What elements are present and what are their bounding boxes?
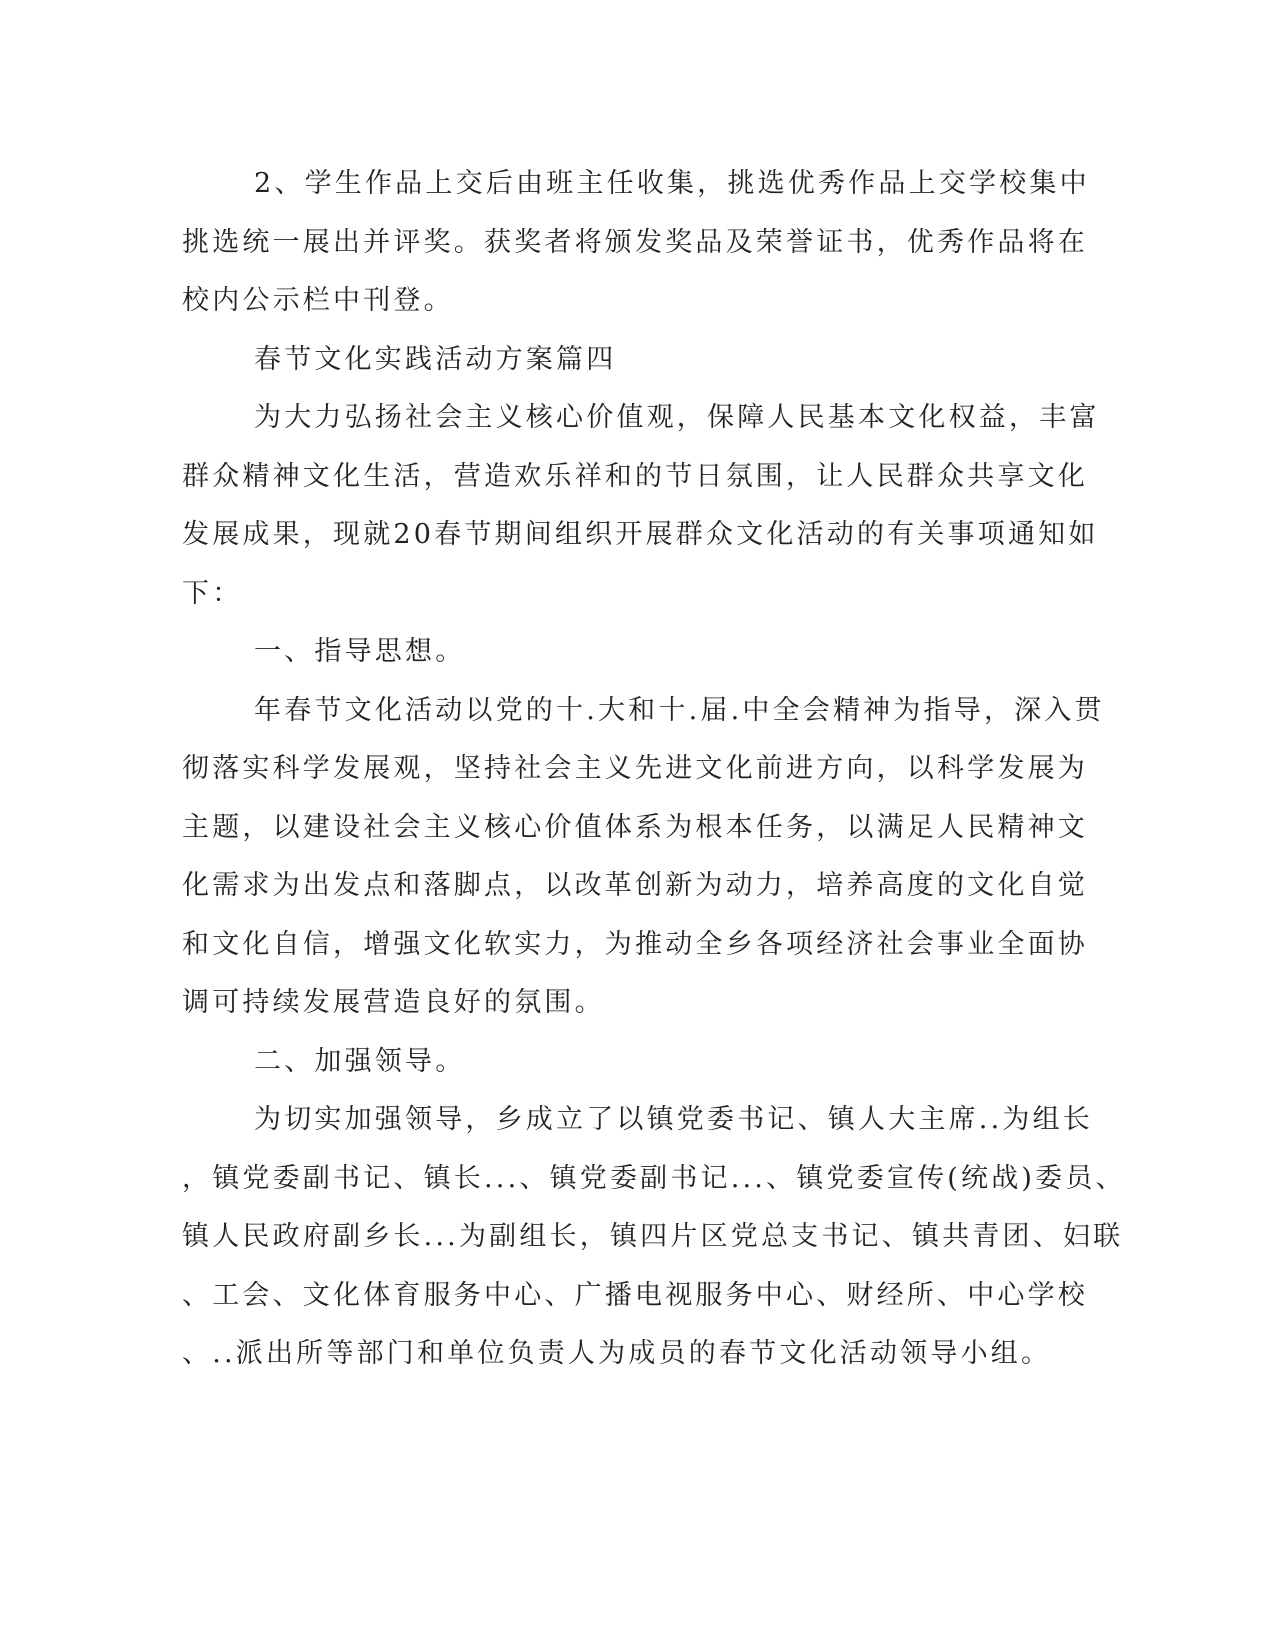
paragraph-guiding-ideology <box>182 682 1105 1033</box>
text-line: 年春节文化活动以党的十.大和十.届.中全会精神为指导，深入贯 <box>254 694 1105 726</box>
text-line: 主题，以建设社会主义核心价值体系为根本任务，以满足人民精神文 <box>182 811 1088 843</box>
text-line: 为切实加强领导，乡成立了以镇党委书记、镇人大主席..为组长 <box>254 1104 1093 1135</box>
text-line: 校内公示栏中刊登。 <box>182 285 454 316</box>
subheading-leadership <box>182 1033 1037 1092</box>
section-heading <box>182 331 1037 390</box>
text-line: 群众精神文化生活，营造欢乐祥和的节日氛围，让人民群众共享文化 <box>182 460 1088 492</box>
subheading-guiding-ideology <box>182 623 1037 682</box>
paragraph-intro <box>182 389 1100 623</box>
text-line: 彻落实科学发展观，坚持社会主义先进文化前进方向，以科学发展为 <box>182 753 1088 784</box>
text-line: ，镇党委副书记、镇长...、镇党委副书记...、镇党委宣传(统战)委员、 <box>182 1162 1126 1194</box>
text-line: 发展成果，现就20春节期间组织开展群众文化活动的有关事项通知如 <box>182 519 1099 550</box>
text-line: 化需求为出发点和落脚点，以改革创新为动力，培养高度的文化自觉 <box>182 870 1088 901</box>
text-line: 2、学生作品上交后由班主任收集，挑选优秀作品上交学校集中 <box>254 168 1090 199</box>
text-line: 为大力弘扬社会主义核心价值观，保障人民基本文化权益，丰富 <box>254 402 1100 433</box>
text-line: 调可持续发展营造良好的氛围。 <box>182 987 605 1018</box>
text-line: 下： <box>182 577 243 609</box>
paragraph-leadership <box>182 1091 1126 1384</box>
text-line: 镇人民政府副乡长...为副组长，镇四片区党总支书记、镇共青团、妇联 <box>182 1221 1124 1252</box>
text-line: 和文化自信，增强文化软实力，为推动全乡各项经济社会事业全面协 <box>182 928 1088 960</box>
text-line: 、工会、文化体育服务中心、广播电视服务中心、财经所、中心学校 <box>182 1279 1088 1311</box>
paragraph-student-works <box>182 155 1090 331</box>
text-line: 二、加强领导。 <box>254 1045 466 1077</box>
text-line: 、..派出所等部门和单位负责人为成员的春节文化活动领导小组。 <box>182 1338 1052 1369</box>
document-body <box>182 155 1126 1384</box>
text-line: 一、指导思想。 <box>254 636 466 667</box>
text-line: 春节文化实践活动方案篇四 <box>254 343 617 375</box>
text-line: 挑选统一展出并评奖。获奖者将颁发奖品及荣誉证书，优秀作品将在 <box>182 226 1088 258</box>
